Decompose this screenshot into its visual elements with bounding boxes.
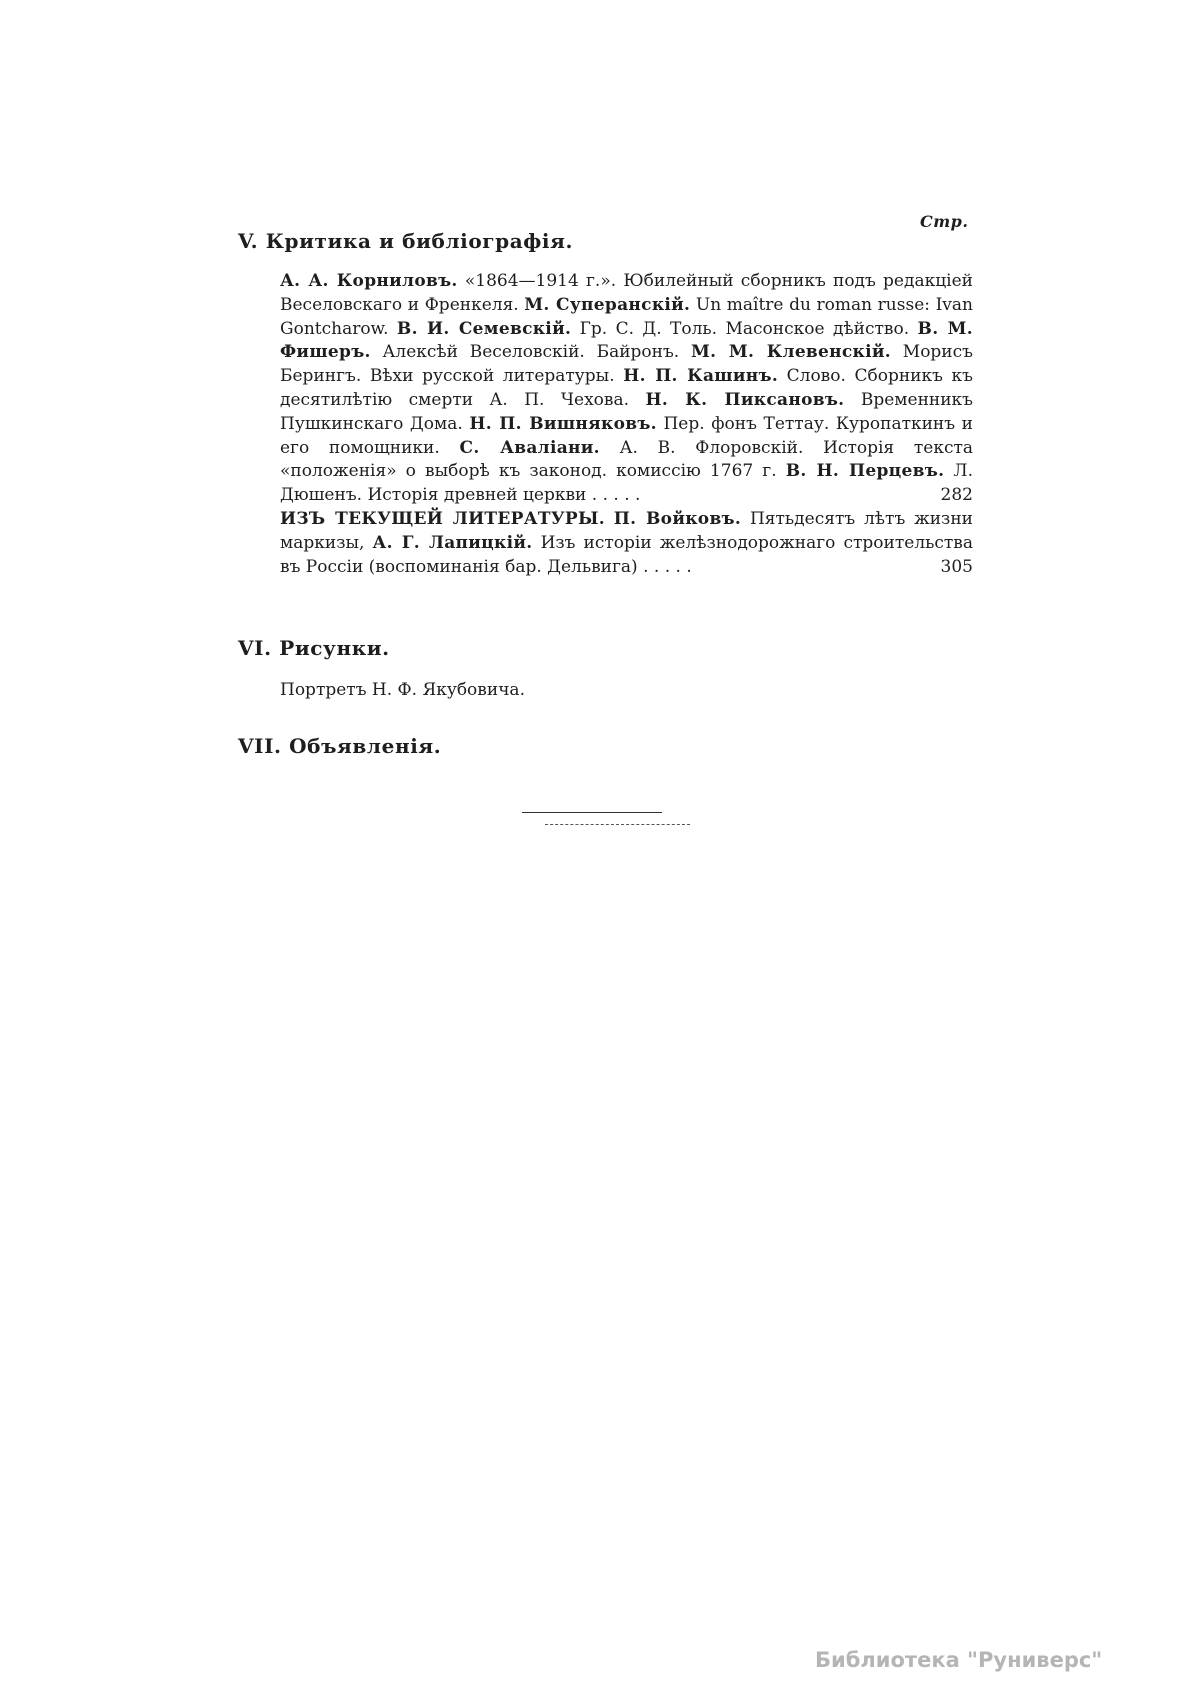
end-rule: [522, 812, 662, 813]
entry-item: [280, 508, 973, 579]
entry-author: Н. П. Кашинъ.: [623, 366, 779, 387]
entry-author: М. М. Клевенскій.: [690, 342, 892, 363]
entry-title: Пятьдесятъ лѣтъ жизни маркизы,: [280, 508, 973, 553]
entry-page-number: 282: [940, 485, 973, 506]
entry-title: Изъ исторіи желѣзнодорожнаго строительства въ Россіи (воспоминанія бар. Дельвига): [280, 532, 973, 577]
entry-text: [280, 271, 973, 505]
entry-title: Un maître du roman russe: Ivan Gontcharow.: [280, 294, 973, 339]
entry-title: «1864—1914 г.». Юбилейный сборникъ подъ редакціей Веселовскаго и Френкеля.: [280, 271, 973, 315]
section-heading-figures: VI. Рисунки.: [238, 636, 390, 660]
entry-title: [605, 509, 614, 529]
figure-item: Портретъ Н. Ф. Якубовича.: [280, 680, 525, 700]
entry-title: Алексѣй Веселовскій. Байронъ.: [370, 342, 691, 363]
entry-title: Слово. Сборникъ къ десятилѣтію смерти А. П. Чехова.: [280, 366, 973, 410]
section-heading-criticism: V. Критика и библіографія.: [238, 229, 574, 253]
entry-author: М. Суперанскій.: [524, 294, 691, 315]
entry-title: Морисъ Берингъ. Вѣхи русской литературы.: [280, 342, 973, 387]
entry-author: В. Н. Перцевъ.: [785, 461, 945, 482]
entry-author: Н. П. Вишняковъ.: [469, 413, 657, 434]
entry-author: ИЗЪ ТЕКУЩЕЙ ЛИТЕРАТУРЫ.: [280, 508, 605, 529]
entry-author: С. Аваліани.: [459, 437, 600, 458]
criticism-entries: [280, 270, 973, 579]
entry-title: А. В. Флоровскій. Исторія текста «положенія» о выборѣ къ законод. комиссію 1767 г.: [280, 437, 973, 482]
section-heading-ads: VII. Объявленія.: [238, 734, 442, 758]
entry-author: В. М. Фишеръ.: [280, 318, 973, 363]
entry-title: Пер. фонъ Теттау. Куропаткинъ и его помощники.: [280, 413, 973, 458]
entry-author: А. А. Корниловъ.: [280, 271, 458, 291]
library-watermark: Библиотека "Руниверс": [815, 1648, 1103, 1672]
entry-title: Гр. С. Д. Толь. Масонское дѣйство.: [571, 318, 918, 339]
end-rule-dashed: [545, 824, 690, 825]
leader-dots: . . . . .: [637, 556, 692, 577]
entry-author: Н. К. Пиксановъ.: [645, 389, 845, 410]
leader-dots: . . . . .: [586, 485, 641, 506]
entry-item: [280, 270, 973, 508]
entry-author: В. И. Семевскій.: [396, 318, 572, 339]
page-column-label: Стр.: [920, 212, 969, 231]
entry-author: А. Г. Лапицкій.: [372, 532, 533, 553]
entry-text: [280, 509, 973, 577]
entry-page-number: 305: [940, 556, 973, 577]
entry-title: Л. Дюшенъ. Исторія древней церкви: [280, 461, 973, 506]
entry-author: П. Войковъ.: [613, 508, 742, 529]
entry-title: Временникъ Пушкинскаго Дома.: [280, 389, 973, 434]
